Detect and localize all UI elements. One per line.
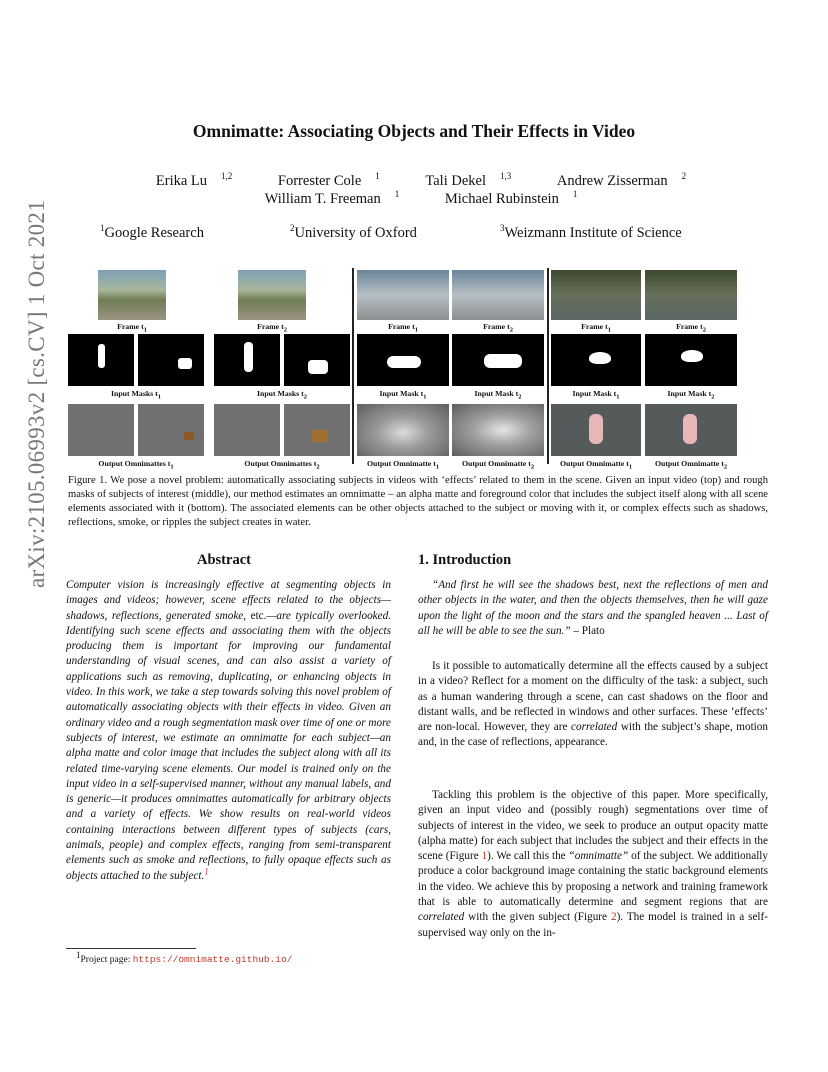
mask-image: [452, 334, 544, 386]
author: Michael Rubinstein $^1$: [444, 189, 578, 207]
affiliation-google: $^1$Google Research: [100, 223, 204, 241]
figure-ref[interactable]: 2: [610, 911, 617, 924]
omnimatte-image: [551, 404, 641, 456]
omnimatte-label: Output Omnimattes $t_2$: [244, 459, 320, 471]
omnimatte-label: Output Omnimatte $t_1$: [366, 459, 440, 471]
mask-image: [214, 334, 280, 386]
figure-1: [0, 0, 828, 470]
frame-label: Frame $t_2$: [676, 322, 706, 334]
footnote: $^1$Project page: https://omnimatte.github.io/: [76, 949, 293, 965]
figure-ref[interactable]: 1: [481, 850, 488, 863]
mask-image: [138, 334, 204, 386]
author: Andrew Zisserman $^2$: [556, 171, 687, 189]
intro-heading: 1. Introduction: [418, 552, 512, 568]
mask-label: Input Mask $t_2$: [667, 389, 715, 401]
affiliation-oxford: $^2$University of Oxford: [290, 223, 417, 241]
author: Erika Lu $^{1,2}$: [155, 171, 233, 189]
frame-label: Frame $t_1$: [388, 322, 418, 334]
author: Forrester Cole $^1$: [277, 171, 380, 189]
omnimatte-image: [452, 404, 544, 456]
mask-image: [551, 334, 641, 386]
arxiv-identifier: arXiv:2105.06993v2 [cs.CV] 1 Oct 2021: [24, 200, 49, 588]
frame-label: Frame $t_1$: [581, 322, 611, 334]
mask-label: Input Masks $t_2$: [256, 389, 308, 401]
frame-label: Frame $t_2$: [483, 322, 513, 334]
omnimatte-image: [645, 404, 737, 456]
omnimatte-label: Output Omnimatte $t_2$: [654, 459, 728, 471]
figure-divider: [547, 268, 549, 464]
omnimatte-image: [284, 404, 350, 456]
frame-label: Frame $t_1$: [117, 322, 147, 334]
paper-title: Omnimatte: Associating Objects and Their Effects in Video: [192, 121, 636, 141]
author: William T. Freeman $^1$: [264, 189, 400, 207]
mask-label: Input Mask $t_1$: [379, 389, 427, 401]
omnimatte-image: [68, 404, 134, 456]
omnimatte-image: [357, 404, 449, 456]
frame-image: [551, 270, 641, 320]
frame-image: [357, 270, 449, 320]
mask-label: Input Mask $t_1$: [572, 389, 620, 401]
omnimatte-image: [214, 404, 280, 456]
mask-image: [68, 334, 134, 386]
figure-divider: [352, 268, 354, 464]
mask-image: [645, 334, 737, 386]
figure-caption: Figure 1. We pose a novel problem: automatically associating subjects in videos with ‘effects’ related to them in the scene. Given an input video (top) and rough masks of subjects of interest (middle), our method estimates an omnimatte – an alpha matte and foreground color that includes the subject itself along with all scene elements associated with it (bottom). The associated elements can be other objects attached to the subject or moving with it, or complex effects such as shadows, reflections, smoke, or ripples the subject creates in water.: [68, 475, 768, 528]
frame-image: [98, 270, 166, 320]
frame-image: [645, 270, 737, 320]
abstract-heading: Abstract: [197, 552, 251, 568]
omnimatte-label: Output Omnimatte $t_1$: [559, 459, 633, 471]
author: Tali Dekel $^{1,3}$: [425, 171, 512, 189]
intro-paragraph-1: Is it possible to automatically determine all the effects caused by a subject in a video? Reflect for a moment on the difficulty of the task: a subject, such as a human wandering through a scene, can cast shadows on the floor and distant walls, and be reflected in windows and other surfaces. These ‘effects’ are non-local. However, they are correlated with the subject’s shape, motion and, in the case of reflections, appearance.: [418, 660, 768, 749]
frame-label: Frame $t_2$: [257, 322, 287, 334]
project-link[interactable]: https://omnimatte.github.io/: [132, 954, 293, 965]
abstract-body: Computer vision is increasingly effective at segmenting objects in images and videos; however, scene effects related to the objects—shadows, reflections, generated smoke, etc.—are typically overlooked. Identifying such scene effects and associating them with the objects producing them is important for improving our fundamental understanding of visual scenes, and can also assist a variety of applications such as removing, duplicating, or enhancing objects in video. In this work, we take a step towards solving this novel problem of automatically associating objects with their effects in video. Given an ordinary video and a rough segmentation mask over time of one or more subjects of interest, we estimate an omnimatte for each subject—an alpha matte and color image that includes the subject along with all its related time-varying scene elements. Our model is trained only on the input video in a self-supervised manner, without any manual labels, and is generic—it produces omnimattes automatically for arbitrary objects and a variety of effects. We show results on real-world videos containing interactions between different types of subjects (cars, animals, people) and complex effects, ranging from semi-transparent elements such as smoke and reflections, to fully opaque effects such as objects attached to the subject.$^1$: [66, 579, 391, 882]
affiliation-weizmann: $^3$Weizmann Institute of Science: [500, 223, 682, 241]
frame-image: [452, 270, 544, 320]
mask-label: Input Mask $t_2$: [474, 389, 522, 401]
intro-quote: “And first he will see the shadows best, next the reflections of men and other objects in the water, and then the objects themselves, then he will gaze upon the light of the moon and the stars and the spangled heaven ... Last of all he will be able to see the sun.” – Plato: [418, 579, 768, 637]
mask-image: [357, 334, 449, 386]
intro-paragraph-2: Tackling this problem is the objective of this paper. More specifically, given an input video and (possibly rough) segmentations over time of subjects of interest in the video, we seek to produce an output opacity matte (alpha matte) for each subject that includes the subject and their effects in the scene (Figure 1). We call this the “omnimatte” of the subject. We additionally produce a color background image containing the static background elements in the video. We achieve this by proposing a network and training framework that is able to automatically determine and segment regions that are correlated with the given subject (Figure 2). The model is trained in a self-supervised way only on the in-: [418, 789, 768, 939]
mask-image: [284, 334, 350, 386]
footnote-rule: [66, 948, 196, 949]
omnimatte-label: Output Omnimatte $t_2$: [461, 459, 535, 471]
omnimatte-label: Output Omnimattes $t_1$: [98, 459, 174, 471]
frame-image: [238, 270, 306, 320]
omnimatte-image: [138, 404, 204, 456]
mask-label: Input Masks $t_1$: [110, 389, 162, 401]
footnote-ref[interactable]: 1: [204, 865, 209, 876]
